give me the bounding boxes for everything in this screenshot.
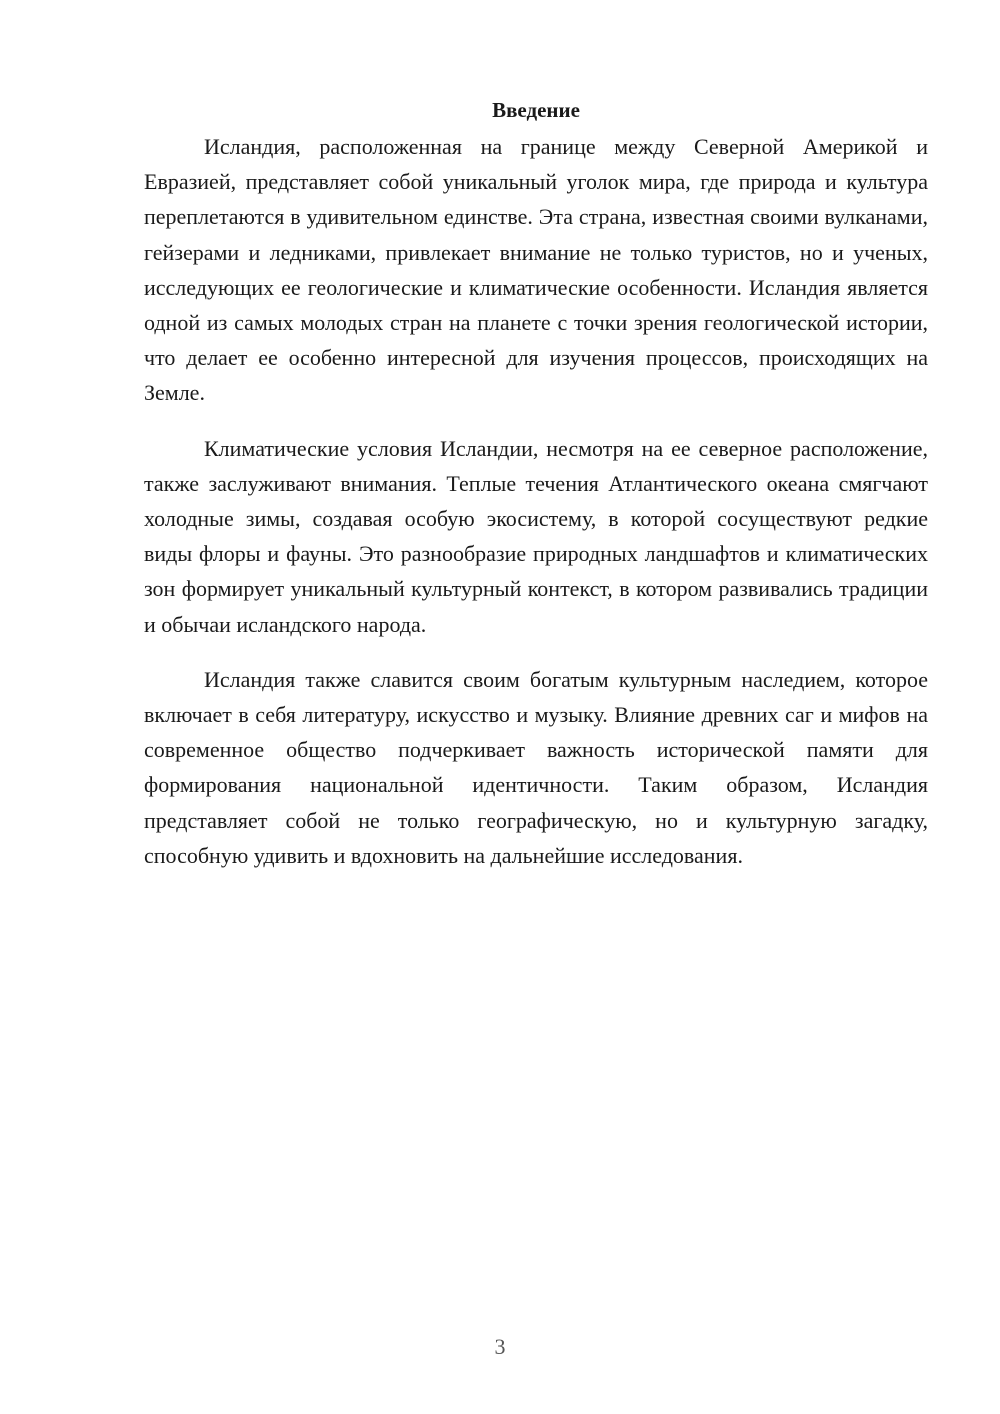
page-content <box>144 93 928 893</box>
section-heading: Введение <box>492 98 580 122</box>
paragraph-intro: Исландия, расположенная на границе между Северной Америкой и Евразией, представляет собой уникальный уголок мира, где природа и культура переплетаются в удивительном единстве. Эта страна, известная своими вулканами, гейзерами и ледниками, привлекает внимание не только туристов, но и ученых, исследующих ее геологические и климатические особенности. Исландия является одной из самых молодых стран на планете с точки зрения геологической истории, что делает ее особенно интересной для изучения процессов, происходящих на Земле. <box>144 134 928 406</box>
paragraph-climate: Климатические условия Исландии, несмотря на ее северное расположение, также заслуживают внимания. Теплые течения Атлантического океана смягчают холодные зимы, создавая особую экосистему, в которой сосуществуют редкие виды флоры и фауны. Это разнообразие природных ландшафтов и климатических зон формирует уникальный культурный контекст, в котором развивались традиции и обычаи исландского народа. <box>144 435 928 637</box>
paragraph-culture: Исландия также славится своим богатым культурным наследием, которое включает в себя литературу, искусство и музыку. Влияние древних саг и мифов на современное общество подчеркивает важность исторической памяти для формирования национальной идентичности. Таким образом, Исландия представляет собой не только географическую, но и культурную загадку, способную удивить и вдохновить на дальнейшие исследования. <box>144 666 928 868</box>
page-number: 3 <box>494 1334 506 1359</box>
